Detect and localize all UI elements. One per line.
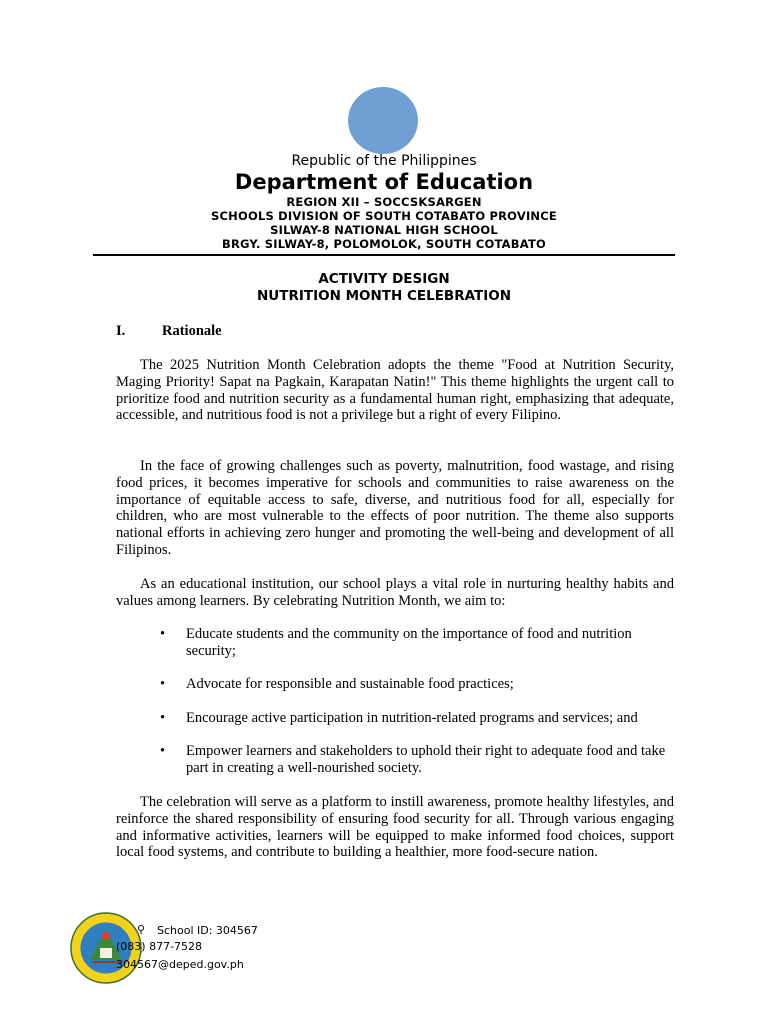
school-id: School ID: 304567 [157,924,258,937]
department-title: Department of Education [234,170,534,194]
paragraph: In the face of growing challenges such as poverty, malnutrition, food wastage, and rising food prices, it becomes imperative for schools and communities to raise awareness on the importance of equitable access to safe, diverse, and nutritious food for all, especially for children, who are most vulnerable to the effects of poor nutrition. The theme also supports national efforts in achieving zero hunger and promoting the well-being and development of all Filipinos. [116,458,674,558]
bullet-icon: • [160,743,166,759]
bullet-item [160,676,676,693]
division-line: SCHOOLS DIVISION OF SOUTH COTABATO PROVINCE [211,209,557,223]
address-line: BRGY. SILWAY-8, POLOMOLOK, SOUTH COTABATO [222,237,546,251]
republic-heading: Republic of the Philippines [291,153,477,169]
section-title: Rationale [162,323,222,339]
email-address: 304567@deped.gov.ph [116,958,244,971]
section-number: I. [116,323,126,339]
paragraph: The celebration will serve as a platform to instill awareness, promote healthy lifestyles, and reinforce the shared responsibility of ensuring food security for all. Through various engaging and informative activities, learners will be equipped to make informed food choices, support local food systems, and contribute to building a healthier, more food-secure nation. [116,794,674,861]
bullet-item [160,626,676,660]
section-heading [116,323,222,340]
bullet-item [160,710,676,727]
bullet-icon: • [160,710,166,726]
bullet-text: Encourage active participation in nutrition-related programs and services; and [186,710,638,726]
bullet-item [160,743,676,777]
deped-logo [348,87,418,154]
paragraph: The 2025 Nutrition Month Celebration adopts the theme "Food at Nutrition Security, Maging Priority! Sapat na Pagkain, Karapatan Natin!" This theme highlights the urgent call to prioritize food and nutrition security as a fundamental human right, emphasizing that adequate, accessible, and nutritious food is not a privilege but a right of every Filipino. [116,357,674,424]
region-line: REGION XII – SOCCSKSARGEN [286,195,482,209]
phone-number: (083) 877-7528 [116,940,203,953]
location-pin-icon: ⚲ [137,923,146,936]
bullet-text: Empower learners and stakeholders to uphold their right to adequate food and take part in creating a well-nourished society. [186,743,666,776]
school-line: SILWAY-8 NATIONAL HIGH SCHOOL [270,223,498,237]
bullet-text: Educate students and the community on the importance of food and nutrition security; [186,626,632,659]
bullet-icon: • [160,676,166,692]
paragraph: As an educational institution, our school plays a vital role in nurturing healthy habits and values among learners. By celebrating Nutrition Month, we aim to: [116,576,674,609]
header-divider [93,254,675,256]
document-title: ACTIVITY DESIGN [318,271,450,287]
document-subtitle: NUTRITION MONTH CELEBRATION [256,288,512,304]
bullet-text: Advocate for responsible and sustainable food practices; [186,676,514,692]
bullet-icon: • [160,626,166,642]
